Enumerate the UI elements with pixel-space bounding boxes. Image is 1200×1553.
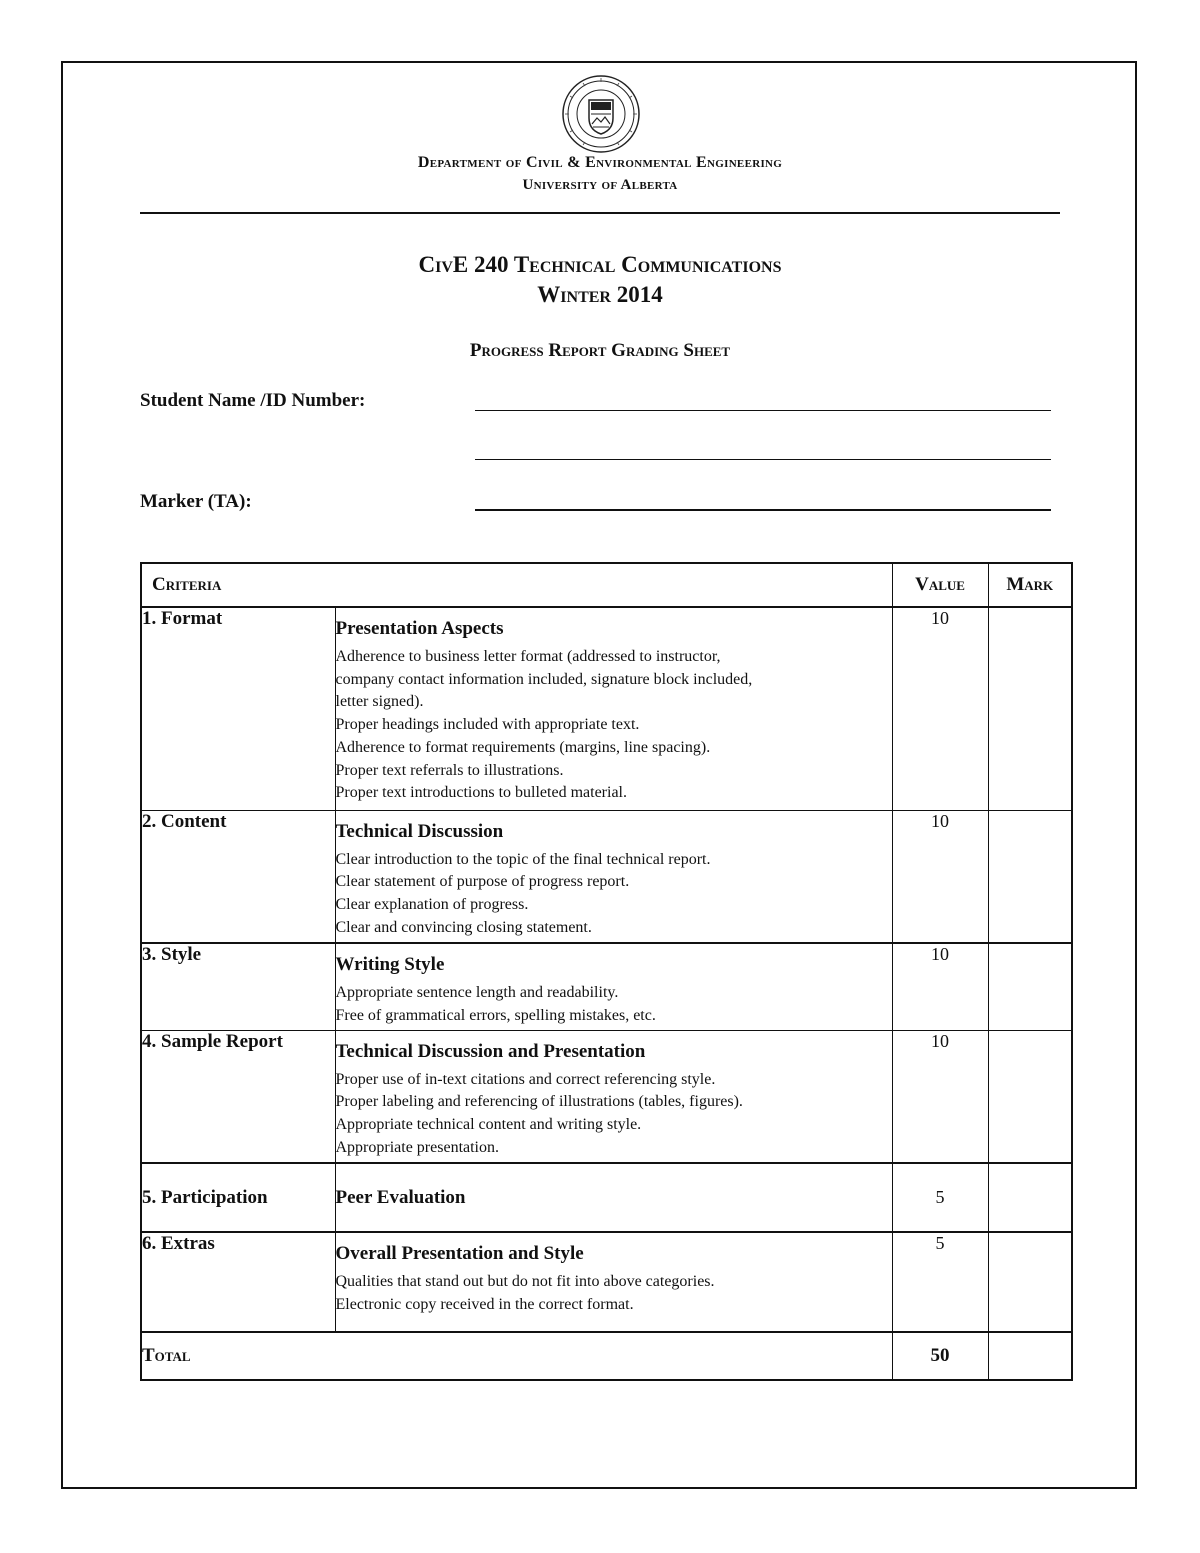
mark-cell[interactable]: [988, 1232, 1072, 1332]
criterion-description: [336, 1063, 892, 1160]
mark-cell[interactable]: [988, 810, 1072, 943]
description-line: Qualities that stand out but do not fit into above categories.: [335, 1273, 715, 1290]
marker-label: Marker (TA):: [140, 491, 252, 512]
description-line: Appropriate sentence length and readability.: [335, 984, 619, 1001]
mark-cell[interactable]: [988, 1163, 1072, 1232]
table-row: [141, 607, 1072, 810]
criterion-heading: Overall Presentation and Style: [335, 1243, 584, 1264]
description-line: Appropriate technical content and writing style.: [335, 1115, 642, 1133]
criterion-name: 3. Style: [141, 943, 335, 1030]
table-row: [141, 1232, 1072, 1332]
criterion-heading: Peer Evaluation: [335, 1186, 466, 1208]
sheet-title: Progress Report Grading Sheet: [469, 340, 731, 361]
criterion-name: 4. Sample Report: [141, 1030, 335, 1163]
mark-header: Mark: [988, 563, 1072, 607]
student-name-line[interactable]: [475, 410, 1051, 411]
criterion-description: [336, 976, 892, 1027]
total-label: Total: [141, 1332, 892, 1380]
description-line: Clear statement of purpose of progress report.: [335, 873, 630, 891]
total-mark-cell[interactable]: [988, 1332, 1072, 1380]
course-title: CivE 240 Technical Communications: [418, 252, 782, 277]
description-line: Adherence to format requirements (margins, line spacing).: [335, 738, 711, 756]
table-row: [141, 810, 1072, 943]
student-name-label: Student Name /ID Number:: [140, 390, 366, 411]
table-row: [141, 1030, 1072, 1163]
marker-line[interactable]: [475, 509, 1051, 511]
description-line: Clear explanation of progress.: [335, 895, 529, 913]
description-line: Proper headings included with appropriate text.: [335, 716, 640, 734]
criteria-header: Criteria: [141, 563, 892, 607]
description-line: Proper use of in-text citations and correct referencing style.: [335, 1070, 716, 1088]
criterion-name: 6. Extras: [141, 1232, 335, 1332]
criterion-heading: Technical Discussion: [335, 820, 504, 842]
criterion-value: 10: [892, 810, 988, 943]
description-line: Adherence to business letter format (addressed to instructor,: [335, 648, 721, 665]
grading-table: [140, 562, 1073, 1381]
table-row: [141, 1163, 1072, 1232]
mark-cell[interactable]: [988, 1030, 1072, 1163]
department-name: Department of Civil & Environmental Engineering: [417, 154, 783, 171]
criterion-heading: Technical Discussion and Presentation: [335, 1040, 646, 1062]
description-line: Proper labeling and referencing of illustrations (tables, figures).: [335, 1093, 743, 1111]
description-line: Clear introduction to the topic of the final technical report.: [335, 850, 711, 868]
description-line: Free of grammatical errors, spelling mistakes, etc.: [335, 1006, 656, 1024]
criterion-value: 10: [892, 1030, 988, 1163]
criterion-description: [336, 640, 892, 805]
value-header: Value: [892, 563, 988, 607]
mark-cell[interactable]: [988, 607, 1072, 810]
description-line: Proper text referrals to illustrations.: [335, 761, 564, 779]
description-line: letter signed).: [335, 693, 424, 711]
total-row: [141, 1332, 1072, 1380]
description-line: Proper text introductions to bulleted material.: [335, 784, 627, 802]
table-row: [141, 943, 1072, 1030]
criterion-name: 1. Format: [141, 607, 335, 810]
description-line: company contact information included, signature block included,: [335, 670, 753, 688]
criterion-description: [336, 843, 892, 940]
description-line: Electronic copy received in the correct format.: [335, 1295, 634, 1313]
total-value: 50: [892, 1332, 988, 1380]
criterion-description: [336, 1265, 892, 1316]
table-header-row: [141, 563, 1072, 607]
criterion-value: 5: [892, 1163, 988, 1232]
description-line: Clear and convincing closing statement.: [335, 918, 592, 936]
criterion-heading: Writing Style: [335, 954, 445, 975]
criterion-value: 5: [892, 1232, 988, 1332]
university-name: University of Alberta: [522, 177, 678, 193]
student-id-line[interactable]: [475, 459, 1051, 460]
mark-cell[interactable]: [988, 943, 1072, 1030]
university-seal-logo: [561, 74, 641, 154]
course-term: Winter 2014: [537, 282, 663, 307]
criterion-name: 2. Content: [141, 810, 335, 943]
criterion-value: 10: [892, 607, 988, 810]
header-divider: [140, 212, 1060, 214]
criterion-name: 5. Participation: [141, 1163, 335, 1232]
criterion-value: 10: [892, 943, 988, 1030]
description-line: Appropriate presentation.: [335, 1138, 499, 1156]
criterion-heading: Presentation Aspects: [335, 618, 504, 639]
